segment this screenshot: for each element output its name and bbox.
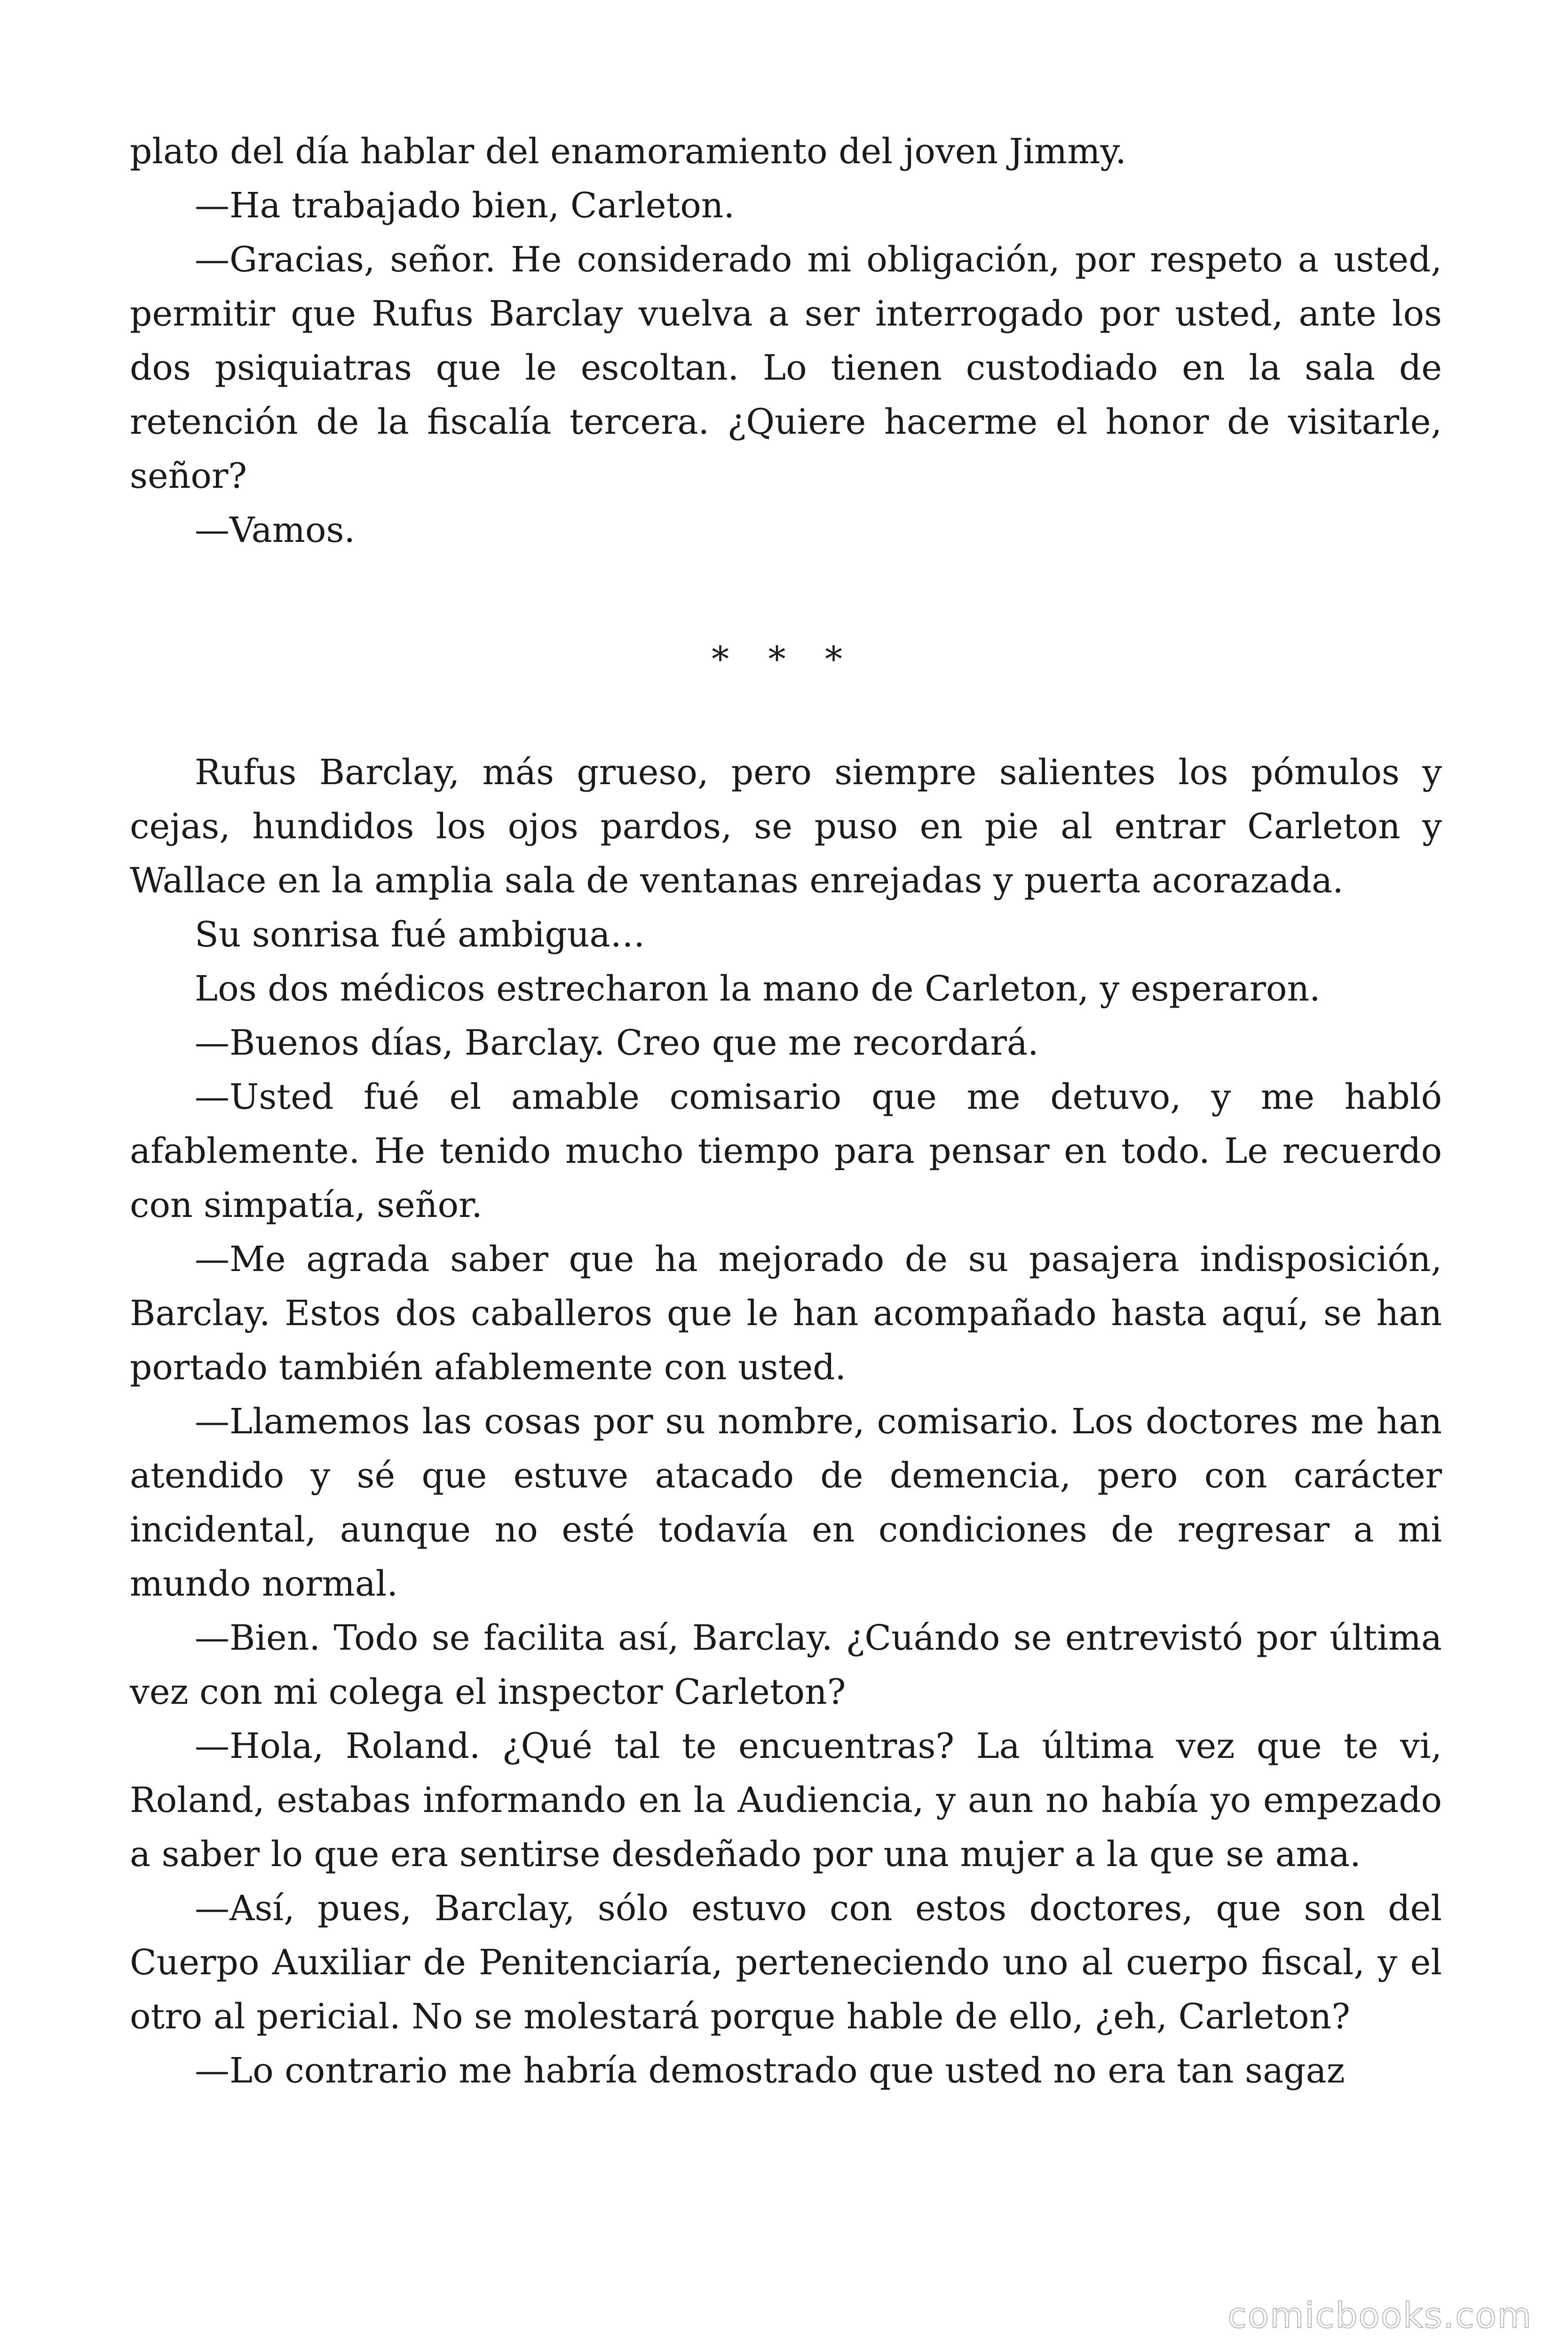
paragraph: —Vamos. [195, 510, 355, 550]
text-section-top [130, 125, 1442, 557]
paragraph: —Ha trabajado bien, Carleton. [195, 185, 735, 226]
paragraph: —Hola, Roland. ¿Qué tal te encuentras? La última vez que te vi, Roland, estabas informando en la Audiencia, y aun no había yo empezado a saber lo que era sentirse desdeñado por una mujer a la que se ama. [130, 1726, 1442, 1875]
text-section-bottom [130, 746, 1442, 2098]
paragraph: —Me agrada saber que ha mejorado de su pasajera indisposición, Barclay. Estos dos caballeros que le han acompañado hasta aquí, se han portado también afablemente con usted. [130, 1239, 1442, 1388]
paragraph: —Gracias, señor. He considerado mi obligación, por respeto a usted, permitir que Rufus Barclay vuelva a ser interrogado por usted, ante los dos psiquiatras que le escoltan. Lo tienen custodiado en la sala de retención de la fiscalía tercera. ¿Quiere hacerme el honor de visitarle, señor? [130, 239, 1442, 496]
paragraph: plato del día hablar del enamoramiento del joven Jimmy. [130, 131, 1126, 172]
paragraph: —Buenos días, Barclay. Creo que me recordará. [195, 1023, 1039, 1063]
paragraph: —Así, pues, Barclay, sólo estuvo con estos doctores, que son del Cuerpo Auxiliar de Penitenciaría, perteneciendo uno al cuerpo fiscal, y el otro al pericial. No se molestará porque hable de ello, ¿eh, Carleton? [130, 1888, 1442, 2037]
paragraph: —Usted fué el amable comisario que me detuvo, y me habló afablemente. He tenido mucho tiempo para pensar en todo. Le recuerdo con simpatía, señor. [130, 1077, 1442, 1225]
paragraph: Su sonrisa fué ambigua… [195, 914, 645, 955]
paragraph: Rufus Barclay, más grueso, pero siempre salientes los pómulos y cejas, hundidos los ojos pardos, se puso en pie al entrar Carleton y Wallace en la amplia sala de ventanas enrejadas y puerta acorazada. [130, 752, 1442, 901]
paragraph: —Bien. Todo se facilita así, Barclay. ¿Cuándo se entrevistó por última vez con mi colega el inspector Carleton? [130, 1618, 1442, 1712]
watermark: comicbooks.com [1227, 2296, 1532, 2336]
paragraph: —Lo contrario me habría demostrado que usted no era tan sagaz [195, 2050, 1345, 2091]
paragraph: Los dos médicos estrecharon la mano de Carleton, y esperaron. [195, 969, 1321, 1009]
section-separator: * * * [711, 639, 857, 680]
paragraph: —Llamemos las cosas por su nombre, comisario. Los doctores me han atendido y sé que estuve atacado de demencia, pero con carácter incidental, aunque no esté todavía en condiciones de regresar a mi mundo normal. [130, 1401, 1442, 1604]
